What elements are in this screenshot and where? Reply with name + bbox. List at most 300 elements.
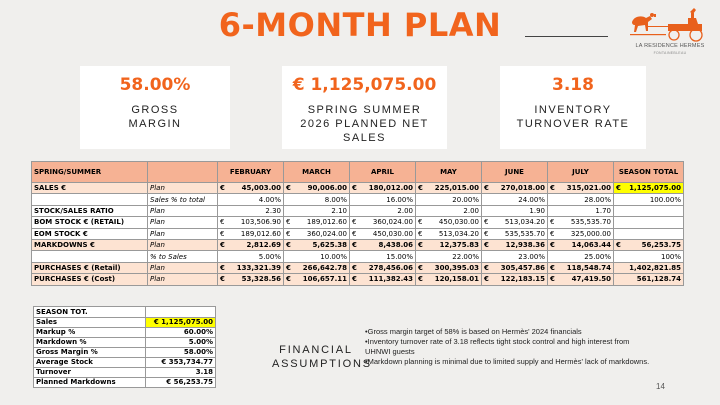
table-cell (614, 274, 684, 285)
cell-value: 16.00% (386, 195, 413, 204)
kpi-value: € 1,125,075.00 (292, 75, 437, 95)
table-cell (218, 239, 284, 250)
row-metric: Plan (148, 262, 218, 273)
cell-content (550, 274, 611, 284)
table-cell (284, 217, 350, 228)
table-cell (548, 217, 614, 228)
cell-value: 450,030.00 (438, 218, 479, 227)
cell-value: 12,375.83 (439, 241, 479, 250)
kpi-value: 3.18 (552, 75, 594, 95)
season-title: SEASON TOT. (34, 307, 146, 318)
cell-value: 2.00 (397, 206, 413, 215)
currency-symbol: € (484, 218, 489, 227)
row-label (32, 194, 148, 205)
cell-content (286, 206, 347, 216)
cell-value: 8,438.06 (378, 241, 413, 250)
table-cell (284, 274, 350, 285)
cell-content (616, 183, 681, 193)
table-cell (482, 183, 548, 194)
currency-symbol: € (352, 263, 357, 272)
cell-content (220, 229, 281, 239)
row-metric: Plan (148, 217, 218, 228)
cell-value: 1,402,821.85 (629, 263, 681, 272)
cell-value: 1.90 (529, 206, 545, 215)
cell-content (484, 217, 545, 227)
cell-value: 513,034.20 (504, 218, 545, 227)
cell-value: 325,000.00 (570, 229, 611, 238)
brand-location: FONTAINEBLEAU (653, 51, 687, 55)
cell-value: 53,328.56 (241, 275, 281, 284)
season-value: € 1,125,075.00 (146, 318, 216, 328)
cell-content (286, 229, 347, 239)
cell-value: 12,938.36 (505, 241, 545, 250)
currency-symbol: € (484, 275, 489, 284)
currency-symbol: € (550, 218, 555, 227)
row-label: PURCHASES € (Cost) (32, 274, 148, 285)
title-rule (525, 36, 608, 37)
season-label: Planned Markdowns (34, 378, 146, 388)
page-number: 14 (656, 382, 665, 391)
cell-content (286, 252, 347, 262)
currency-symbol: € (286, 241, 291, 250)
cell-content (418, 252, 479, 262)
note-item: •Gross margin target of 58% is based on Hermès' 2024 financials (365, 327, 582, 336)
season-value: 3.18 (146, 368, 216, 378)
column-header: APRIL (350, 162, 416, 183)
cell-content (418, 229, 479, 239)
currency-symbol: € (220, 218, 225, 227)
cell-content (352, 252, 413, 262)
cell-value: 450,030.00 (372, 229, 413, 238)
column-header: MAY (416, 162, 482, 183)
table-cell (284, 262, 350, 273)
cell-value: 56,253.75 (641, 241, 681, 250)
cell-value: 14,063.44 (571, 241, 611, 250)
table-cell (482, 194, 548, 205)
currency-symbol: € (616, 241, 621, 250)
currency-symbol: € (220, 184, 225, 193)
cell-content (352, 274, 413, 284)
cell-content (550, 240, 611, 250)
table-cell (548, 251, 614, 262)
currency-symbol: € (352, 229, 357, 238)
season-label: Average Stock (34, 358, 146, 368)
season-label: Markdown % (34, 338, 146, 348)
table-cell (482, 262, 548, 273)
cell-value: 22.00% (452, 252, 479, 261)
table-cell (614, 228, 684, 239)
table-cell (416, 274, 482, 285)
table-cell (416, 194, 482, 205)
currency-symbol: € (286, 218, 291, 227)
cell-content (484, 195, 545, 205)
table-row (32, 194, 684, 205)
cell-content (616, 263, 681, 273)
cell-content (418, 274, 479, 284)
cell-content (220, 183, 281, 193)
season-row (34, 348, 216, 358)
cell-content (550, 217, 611, 227)
cell-value: 118,548.74 (566, 263, 611, 272)
table-cell (284, 205, 350, 216)
cell-value: 300,395.03 (434, 263, 479, 272)
currency-symbol: € (418, 263, 423, 272)
table-cell (614, 183, 684, 194)
currency-symbol: € (550, 229, 555, 238)
table-cell (350, 262, 416, 273)
cell-value: 2.00 (463, 206, 479, 215)
cell-value: 8.00% (324, 195, 347, 204)
season-value: 58.00% (146, 348, 216, 358)
cell-content (418, 240, 479, 250)
table-cell (482, 251, 548, 262)
row-label: SALES € (32, 183, 148, 194)
table-cell (350, 205, 416, 216)
table-cell (416, 205, 482, 216)
currency-symbol: € (220, 263, 225, 272)
cell-value: 535,535.70 (570, 218, 611, 227)
cell-value: 266,642.78 (302, 263, 347, 272)
row-metric: Plan (148, 205, 218, 216)
row-metric: Plan (148, 228, 218, 239)
currency-symbol: € (286, 229, 291, 238)
table-cell (548, 262, 614, 273)
season-value: 5.00% (146, 338, 216, 348)
table-cell (614, 251, 684, 262)
season-value: 60.00% (146, 328, 216, 338)
row-label: MARKDOWNS € (32, 239, 148, 250)
cell-value: 305,457.86 (500, 263, 545, 272)
table-cell (416, 251, 482, 262)
cell-content (352, 263, 413, 273)
table-row (32, 217, 684, 228)
currency-symbol: € (484, 241, 489, 250)
currency-symbol: € (286, 184, 291, 193)
kpi-planned-net-sales (282, 66, 447, 149)
table-cell (350, 194, 416, 205)
cell-content (220, 274, 281, 284)
row-metric: Plan (148, 183, 218, 194)
cell-content (550, 183, 611, 193)
table-cell (350, 217, 416, 228)
cell-value: 2.10 (331, 206, 347, 215)
table-cell (482, 274, 548, 285)
cell-content (418, 217, 479, 227)
cell-value: 106,657.11 (302, 275, 347, 284)
cell-content (484, 206, 545, 216)
cell-value: 103,506.90 (240, 218, 281, 227)
cell-content (286, 195, 347, 205)
row-metric: Plan (148, 239, 218, 250)
cell-value: 10.00% (320, 252, 347, 261)
currency-symbol: € (352, 241, 357, 250)
cell-value: 133,321.39 (236, 263, 281, 272)
table-cell (614, 262, 684, 273)
cell-value: 90,006.00 (307, 184, 347, 193)
table-row (32, 262, 684, 273)
cell-value: 28.00% (584, 195, 611, 204)
cell-content (550, 263, 611, 273)
cell-value: 120,158.01 (434, 275, 479, 284)
season-row (34, 378, 216, 388)
season-row (34, 368, 216, 378)
cell-content (550, 195, 611, 205)
cell-value: 100.00% (649, 195, 681, 204)
cell-value: 5.00% (258, 252, 281, 261)
cell-content (220, 252, 281, 262)
currency-symbol: € (484, 229, 489, 238)
table-cell (218, 217, 284, 228)
table-cell (284, 239, 350, 250)
season-row (34, 338, 216, 348)
cell-value: 360,024.00 (372, 218, 413, 227)
row-label: EOM STOCK € (32, 228, 148, 239)
currency-symbol: € (550, 184, 555, 193)
cell-value: 122,183.15 (500, 275, 545, 284)
season-label: Markup % (34, 328, 146, 338)
cell-value: 189,012.60 (306, 218, 347, 227)
cell-content (484, 183, 545, 193)
cell-content (418, 195, 479, 205)
season-row (34, 328, 216, 338)
cell-content (484, 274, 545, 284)
brand-name: LA RESIDENCE HERMES (635, 43, 705, 49)
cell-content (286, 240, 347, 250)
cell-value: 535,535.70 (504, 229, 545, 238)
cell-content (616, 274, 681, 284)
cell-content (286, 263, 347, 273)
cell-content (484, 240, 545, 250)
cell-content (484, 229, 545, 239)
cell-value: 5,625.38 (312, 241, 347, 250)
table-row (32, 251, 684, 262)
six-month-plan-table (31, 161, 684, 286)
cell-value: 23.00% (518, 252, 545, 261)
table-cell (218, 205, 284, 216)
season-total-table (33, 306, 216, 388)
table-cell (218, 228, 284, 239)
cell-content (352, 229, 413, 239)
table-cell (416, 217, 482, 228)
table-cell (482, 217, 548, 228)
kpi-gross-margin (80, 66, 230, 149)
table-row (32, 228, 684, 239)
season-row (34, 358, 216, 368)
currency-symbol: € (418, 275, 423, 284)
cell-content (352, 217, 413, 227)
currency-symbol: € (484, 184, 489, 193)
table-cell (284, 228, 350, 239)
season-label: Gross Margin % (34, 348, 146, 358)
row-metric: Sales % to total (148, 194, 218, 205)
cell-content (418, 263, 479, 273)
table-cell (482, 228, 548, 239)
currency-symbol: € (484, 263, 489, 272)
cell-value: 1.70 (595, 206, 611, 215)
currency-symbol: € (418, 229, 423, 238)
cell-content (616, 240, 681, 250)
table-cell (218, 262, 284, 273)
cell-value: 315,021.00 (566, 184, 611, 193)
table-cell (614, 217, 684, 228)
season-row (34, 318, 216, 328)
cell-value: 278,456.06 (368, 263, 413, 272)
cell-content (220, 217, 281, 227)
assumption-notes (365, 327, 655, 367)
table-cell (350, 274, 416, 285)
kpi-label: GROSS MARGIN (128, 104, 182, 130)
table-cell (218, 251, 284, 262)
table-cell (350, 228, 416, 239)
table-cell (548, 274, 614, 285)
kpi-label: INVENTORY TURNOVER RATE (516, 104, 630, 130)
row-metric: Plan (148, 274, 218, 285)
season-value: € 56,253.75 (146, 378, 216, 388)
cell-value: 189,012.60 (240, 229, 281, 238)
row-label: STOCK/SALES RATIO (32, 205, 148, 216)
horse-carriage-icon (624, 4, 714, 46)
currency-symbol: € (352, 275, 357, 284)
cell-value: 24.00% (518, 195, 545, 204)
cell-content (220, 240, 281, 250)
season-value: € 353,734.77 (146, 358, 216, 368)
table-cell (218, 194, 284, 205)
currency-symbol: € (286, 263, 291, 272)
cell-content (616, 252, 681, 262)
table-corner-label: SPRING/SUMMER (32, 162, 148, 183)
kpi-label: SPRING SUMMER 2026 PLANNED NET SALES (300, 104, 429, 144)
kpi-value: 58.00% (119, 75, 191, 95)
row-label (32, 251, 148, 262)
table-row (32, 239, 684, 250)
table-cell (614, 239, 684, 250)
cell-content (550, 229, 611, 239)
row-label: PURCHASES € (Retail) (32, 262, 148, 273)
table-row (32, 274, 684, 285)
table-cell (614, 205, 684, 216)
cell-content (484, 263, 545, 273)
cell-content (220, 263, 281, 273)
cell-value: 25.00% (584, 252, 611, 261)
cell-value: 225,015.00 (434, 184, 479, 193)
table-cell (218, 183, 284, 194)
table-cell (548, 194, 614, 205)
currency-symbol: € (550, 263, 555, 272)
cell-value: 2.30 (265, 206, 281, 215)
cell-content (286, 217, 347, 227)
table-cell (482, 239, 548, 250)
financial-assumptions-title: FINANCIAL ASSUMPTIONS (272, 344, 372, 370)
table-cell (284, 251, 350, 262)
page-title: 6-MONTH PLAN (218, 6, 502, 44)
cell-value: 47,419.50 (571, 275, 611, 284)
column-header: JUNE (482, 162, 548, 183)
cell-content (352, 206, 413, 216)
cell-value: 4.00% (258, 195, 281, 204)
cell-value: 2,812.69 (246, 241, 281, 250)
table-cell (614, 194, 684, 205)
table-cell (416, 239, 482, 250)
table-cell (548, 239, 614, 250)
currency-symbol: € (220, 275, 225, 284)
currency-symbol: € (352, 218, 357, 227)
season-header-spacer (146, 307, 216, 318)
cell-value: 15.00% (386, 252, 413, 261)
currency-symbol: € (286, 275, 291, 284)
cell-content (418, 206, 479, 216)
table-row (32, 183, 684, 194)
table-cell (350, 251, 416, 262)
cell-content (352, 183, 413, 193)
currency-symbol: € (550, 275, 555, 284)
column-header: MARCH (284, 162, 350, 183)
cell-value: 45,003.00 (241, 184, 281, 193)
cell-value: 360,024.00 (306, 229, 347, 238)
cell-content (220, 195, 281, 205)
currency-symbol: € (418, 241, 423, 250)
currency-symbol: € (616, 184, 621, 193)
row-metric: % to Sales (148, 251, 218, 262)
currency-symbol: € (418, 184, 423, 193)
table-cell (548, 228, 614, 239)
column-header: SEASON TOTAL (614, 162, 684, 183)
table-cell (218, 274, 284, 285)
cell-content (484, 252, 545, 262)
table-header-spacer (148, 162, 218, 183)
currency-symbol: € (550, 241, 555, 250)
table-cell (350, 239, 416, 250)
cell-content (616, 195, 681, 205)
column-header: JULY (548, 162, 614, 183)
cell-value: 1,125,075.00 (629, 184, 681, 193)
cell-value: 100% (660, 252, 681, 261)
season-header-row (34, 307, 216, 318)
table-header-row (32, 162, 684, 183)
kpi-inventory-turnover (500, 66, 646, 149)
table-cell (416, 262, 482, 273)
note-item: •Inventory turnover rate of 3.18 reflects tight stock control and high interest from UHNWI guests (365, 337, 630, 356)
table-cell (548, 183, 614, 194)
cell-value: 180,012.00 (368, 184, 413, 193)
currency-symbol: € (352, 184, 357, 193)
row-label: BOM STOCK € (RETAIL) (32, 217, 148, 228)
table-cell (482, 205, 548, 216)
currency-symbol: € (220, 229, 225, 238)
table-cell (284, 194, 350, 205)
cell-content (550, 252, 611, 262)
cell-value: 270,018.00 (500, 184, 545, 193)
column-header: FEBRUARY (218, 162, 284, 183)
table-row (32, 205, 684, 216)
cell-content (550, 206, 611, 216)
season-label: Turnover (34, 368, 146, 378)
cell-content (352, 195, 413, 205)
cell-value: 513,034.20 (438, 229, 479, 238)
note-item: •Markdown planning is minimal due to limited supply and Hermès' lack of markdowns. (365, 357, 650, 366)
cell-value: 561,128.74 (636, 275, 681, 284)
table-cell (350, 183, 416, 194)
cell-value: 20.00% (452, 195, 479, 204)
cell-content (418, 183, 479, 193)
cell-content (220, 206, 281, 216)
table-cell (416, 228, 482, 239)
cell-content (286, 183, 347, 193)
table-cell (548, 205, 614, 216)
cell-value: 111,382.43 (368, 275, 413, 284)
season-label: Sales (34, 318, 146, 328)
currency-symbol: € (418, 218, 423, 227)
table-cell (416, 183, 482, 194)
